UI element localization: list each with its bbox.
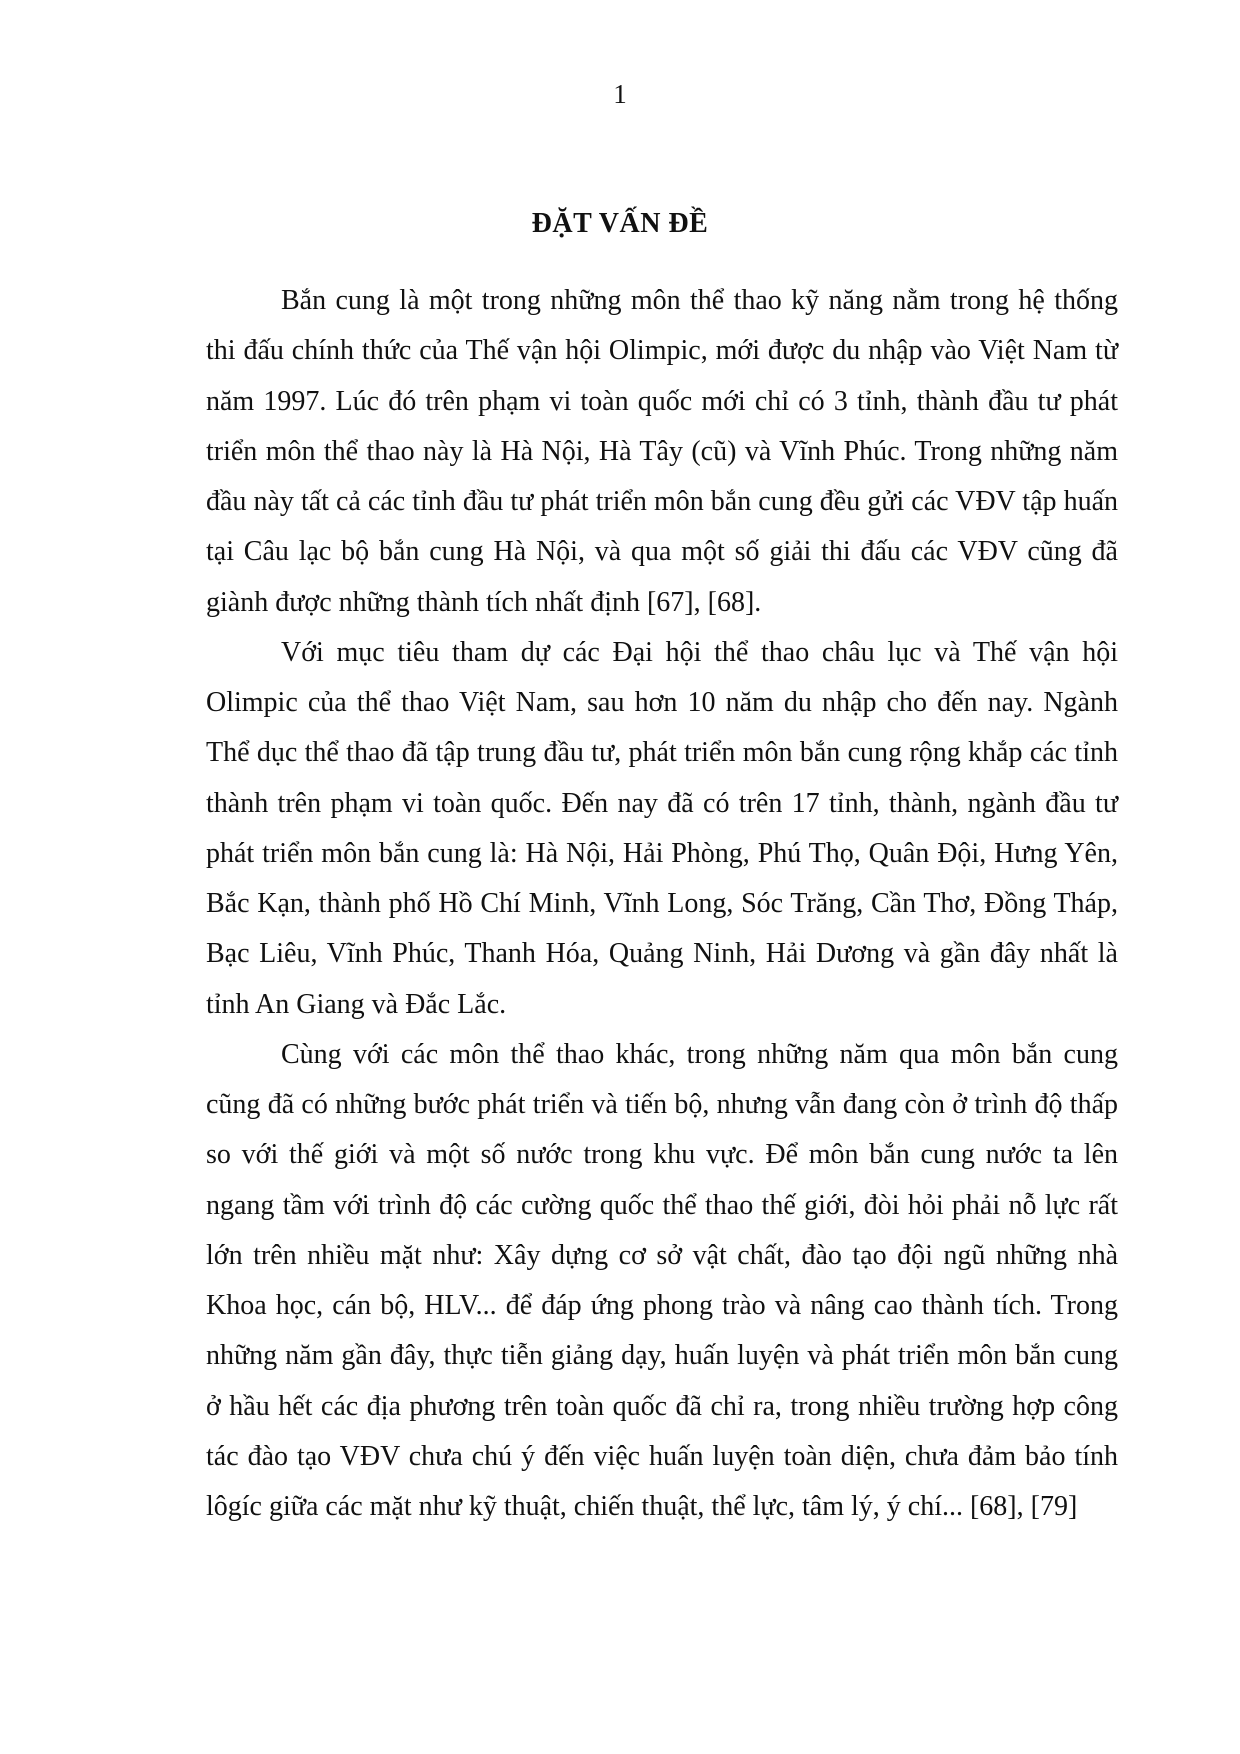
paragraph-3: Cùng với các môn thể thao khác, trong những năm qua môn bắn cung cũng đã có những bước phát triển và tiến bộ, nhưng vẫn đang còn ở trình độ thấp so với thế giới và một số nước trong khu vực. Để môn bắn cung nước ta lên ngang tầm với trình độ các cường quốc thể thao thế giới, đòi hỏi phải nỗ lực rất lớn trên nhiều mặt như: Xây dựng cơ sở vật chất, đào tạo đội ngũ những nhà Khoa học, cán bộ, HLV... để đáp ứng phong trào và nâng cao thành tích. Trong những năm gần đây, thực tiễn giảng dạy, huấn luyện và phát triển môn bắn cung ở hầu hết các địa phương trên toàn quốc đã chỉ ra, trong nhiều trường hợp công tác đào tạo VĐV chưa chú ý đến việc huấn luyện toàn diện, chưa đảm bảo tính lôgíc giữa các mặt như kỹ thuật, chiến thuật, thể lực, tâm lý, ý chí... [68], [79] [206, 1038, 1118, 1522]
page-number: 1 [613, 79, 627, 109]
paragraph-1: Bắn cung là một trong những môn thể thao kỹ năng nằm trong hệ thống thi đấu chính thức của Thế vận hội Olimpic, mới được du nhập vào Việt Nam từ năm 1997. Lúc đó trên phạm vi toàn quốc mới chỉ có 3 tỉnh, thành đầu tư phát triển môn thể thao này là Hà Nội, Hà Tây (cũ) và Vĩnh Phúc. Trong những năm đầu này tất cả các tỉnh đầu tư phát triển môn bắn cung đều gửi các VĐV tập huấn tại Câu lạc bộ bắn cung Hà Nội, và qua một số giải thi đấu các VĐV cũng đã giành được những thành tích nhất định [67], [68]. [206, 285, 1118, 618]
body-text [206, 276, 1118, 1532]
paragraph-2: Với mục tiêu tham dự các Đại hội thể thao châu lục và Thế vận hội Olimpic của thể thao Việt Nam, sau hơn 10 năm du nhập cho đến nay. Ngành Thể dục thể thao đã tập trung đầu tư, phát triển môn bắn cung rộng khắp các tỉnh thành trên phạm vi toàn quốc. Đến nay đã có trên 17 tỉnh, thành, ngành đầu tư phát triển môn bắn cung là: Hà Nội, Hải Phòng, Phú Thọ, Quân Đội, Hưng Yên, Bắc Kạn, thành phố Hồ Chí Minh, Vĩnh Long, Sóc Trăng, Cần Thơ, Đồng Tháp, Bạc Liêu, Vĩnh Phúc, Thanh Hóa, Quảng Ninh, Hải Dương và gần đây nhất là tỉnh An Giang và Đắc Lắc. [206, 636, 1118, 1020]
section-title: ĐẶT VẤN ĐỀ [531, 208, 709, 239]
